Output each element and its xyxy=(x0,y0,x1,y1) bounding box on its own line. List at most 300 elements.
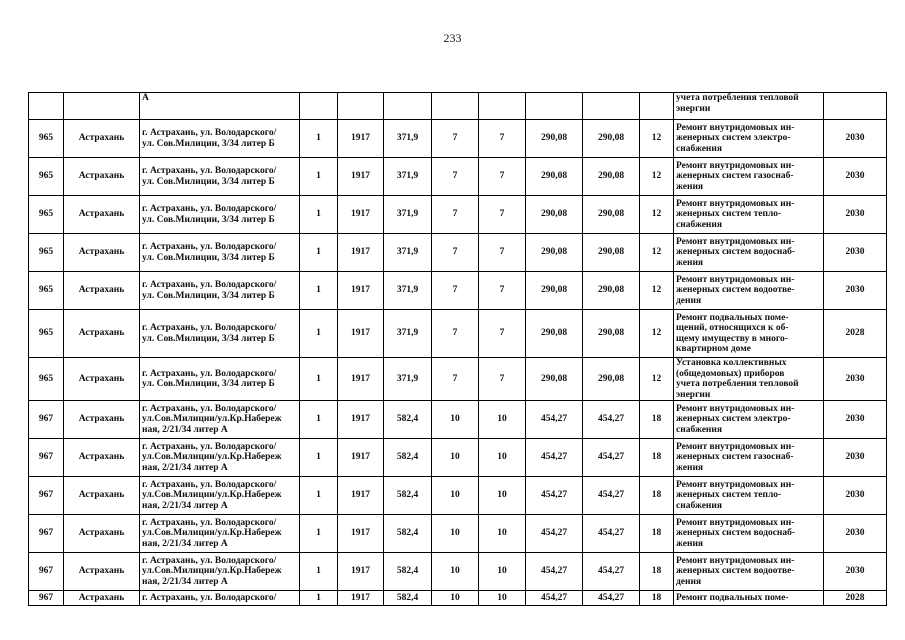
value-cell-b xyxy=(479,272,526,310)
work-type-cell xyxy=(674,310,824,358)
value-cell-c xyxy=(526,93,583,120)
work-type-cell xyxy=(674,515,824,553)
value-cell-b-text: 7 xyxy=(499,285,505,296)
value-cell-e xyxy=(640,120,674,158)
value-cell-c xyxy=(526,234,583,272)
work-type-cell-text: Ремонт внутридомовых ин- женерных систем водоснаб- жения xyxy=(676,236,796,268)
value-cell-e xyxy=(640,439,674,477)
value-cell-c xyxy=(526,272,583,310)
value-cell-d xyxy=(583,310,640,358)
year-built-cell-text: 1917 xyxy=(351,414,370,425)
work-type-cell xyxy=(674,439,824,477)
work-type-cell-text: Установка коллективных (общедомовых) приборов учета потребления тепловой энергии xyxy=(676,358,799,400)
planned-year-cell-text: 2030 xyxy=(845,414,865,425)
value-cell-c-text: 290,08 xyxy=(540,373,568,384)
value-cell-b-text: 7 xyxy=(499,373,505,384)
work-type-cell xyxy=(674,234,824,272)
year-built-cell xyxy=(338,158,384,196)
value-cell-b-text: 10 xyxy=(497,592,507,603)
area-cell-text: 371,9 xyxy=(396,209,419,220)
city-cell xyxy=(64,272,140,310)
value-cell-a-text: 7 xyxy=(452,328,458,339)
value-cell-b xyxy=(479,515,526,553)
count-cell xyxy=(300,234,338,272)
value-cell-b-text: 10 xyxy=(497,566,507,577)
value-cell-d-text: 290,08 xyxy=(597,247,625,258)
city-cell-text: Астрахань xyxy=(78,592,125,603)
value-cell-a-text: 7 xyxy=(452,209,458,220)
area-cell-text: 582,4 xyxy=(396,414,419,425)
count-cell xyxy=(300,196,338,234)
planned-year-cell-text: 2030 xyxy=(845,490,865,501)
value-cell-d xyxy=(583,439,640,477)
value-cell-e xyxy=(640,158,674,196)
row-number-cell xyxy=(29,93,64,120)
value-cell-a-text: 10 xyxy=(450,592,460,603)
year-built-cell-text: 1917 xyxy=(351,490,370,501)
table-row xyxy=(29,93,887,120)
row-number-cell xyxy=(29,591,64,606)
value-cell-d-text: 290,08 xyxy=(597,328,625,339)
city-cell-text: Астрахань xyxy=(78,373,125,384)
value-cell-d-text: 454,27 xyxy=(597,414,625,425)
value-cell-e xyxy=(640,477,674,515)
city-cell-text: Астрахань xyxy=(78,285,125,296)
value-cell-b xyxy=(479,439,526,477)
count-cell xyxy=(300,591,338,606)
address-cell-text: г. Астрахань, ул. Володарского/ ул. Сов.Милиции, 3/34 литер Б xyxy=(142,128,277,149)
year-built-cell xyxy=(338,93,384,120)
row-number-cell xyxy=(29,477,64,515)
count-cell-text: 1 xyxy=(316,414,321,425)
planned-year-cell xyxy=(824,553,887,591)
work-type-cell xyxy=(674,158,824,196)
value-cell-d-text: 290,08 xyxy=(597,373,625,384)
value-cell-e xyxy=(640,272,674,310)
area-cell-text: 371,9 xyxy=(396,285,419,296)
planned-year-cell xyxy=(824,515,887,553)
row-number-cell-text: 965 xyxy=(38,373,54,384)
work-type-cell xyxy=(674,93,824,120)
value-cell-b xyxy=(479,477,526,515)
count-cell-text: 1 xyxy=(316,452,321,463)
value-cell-e xyxy=(640,515,674,553)
count-cell xyxy=(300,272,338,310)
address-cell-text: г. Астрахань, ул. Володарского/ ул.Сов.Милиции/ул.Кр.Набереж ная, 2/21/34 литер А xyxy=(142,403,282,435)
area-cell xyxy=(384,196,432,234)
value-cell-b-text: 7 xyxy=(499,209,505,220)
value-cell-d-text: 454,27 xyxy=(597,452,625,463)
city-cell xyxy=(64,158,140,196)
year-built-cell-text: 1917 xyxy=(351,566,370,577)
planned-year-cell xyxy=(824,93,887,120)
table-row xyxy=(29,272,887,310)
value-cell-d-text: 454,27 xyxy=(597,566,625,577)
row-number-cell-text: 965 xyxy=(38,133,54,144)
value-cell-a xyxy=(432,120,479,158)
area-cell xyxy=(384,93,432,120)
address-cell xyxy=(140,477,300,515)
value-cell-d xyxy=(583,272,640,310)
area-cell xyxy=(384,272,432,310)
address-cell-text: г. Астрахань, ул. Володарского/ ул.Сов.Милиции/ул.Кр.Набереж ная, 2/21/34 литер А xyxy=(142,479,282,511)
repair-schedule-table xyxy=(28,92,887,606)
value-cell-e xyxy=(640,310,674,358)
value-cell-c xyxy=(526,401,583,439)
value-cell-c-text: 290,08 xyxy=(540,247,568,258)
row-number-cell-text: 965 xyxy=(38,328,54,339)
count-cell xyxy=(300,439,338,477)
city-cell xyxy=(64,358,140,401)
area-cell-text: 371,9 xyxy=(396,373,419,384)
work-type-cell-text: Ремонт внутридомовых ин- женерных систем газоснаб- жения xyxy=(676,441,795,473)
row-number-cell xyxy=(29,515,64,553)
city-cell-text: Астрахань xyxy=(78,171,125,182)
work-type-cell-text: Ремонт внутридомовых ин- женерных систем тепло- снабжения xyxy=(676,479,795,511)
address-cell xyxy=(140,591,300,606)
count-cell-text: 1 xyxy=(316,373,321,384)
value-cell-a xyxy=(432,553,479,591)
address-cell xyxy=(140,158,300,196)
planned-year-cell-text: 2030 xyxy=(845,373,865,384)
table-row xyxy=(29,515,887,553)
work-type-cell xyxy=(674,272,824,310)
value-cell-d xyxy=(583,591,640,606)
planned-year-cell xyxy=(824,234,887,272)
count-cell xyxy=(300,358,338,401)
table-row xyxy=(29,120,887,158)
address-cell-text: г. Астрахань, ул. Володарского/ xyxy=(142,592,277,603)
row-number-cell-text: 967 xyxy=(38,414,54,425)
city-cell xyxy=(64,515,140,553)
planned-year-cell xyxy=(824,591,887,606)
area-cell-text: 582,4 xyxy=(396,528,419,539)
address-cell xyxy=(140,553,300,591)
value-cell-b-text: 7 xyxy=(499,171,505,182)
value-cell-a xyxy=(432,93,479,120)
value-cell-c-text: 454,27 xyxy=(540,592,568,603)
planned-year-cell xyxy=(824,120,887,158)
year-built-cell xyxy=(338,196,384,234)
value-cell-d-text: 290,08 xyxy=(597,209,625,220)
year-built-cell-text: 1917 xyxy=(351,328,370,339)
planned-year-cell-text: 2030 xyxy=(845,566,865,577)
planned-year-cell xyxy=(824,358,887,401)
work-type-cell-text: Ремонт внутридомовых ин- женерных систем водоотве- дения xyxy=(676,274,795,306)
city-cell xyxy=(64,310,140,358)
city-cell-text: Астрахань xyxy=(78,452,125,463)
year-built-cell-text: 1917 xyxy=(351,528,370,539)
year-built-cell xyxy=(338,234,384,272)
count-cell xyxy=(300,477,338,515)
value-cell-e-text: 18 xyxy=(651,528,662,539)
city-cell xyxy=(64,553,140,591)
value-cell-d-text: 454,27 xyxy=(597,490,625,501)
row-number-cell-text: 965 xyxy=(38,209,54,220)
area-cell-text: 582,4 xyxy=(396,490,419,501)
value-cell-a xyxy=(432,591,479,606)
value-cell-b xyxy=(479,120,526,158)
value-cell-b xyxy=(479,93,526,120)
planned-year-cell-text: 2028 xyxy=(845,328,865,339)
value-cell-a-text: 10 xyxy=(450,490,460,501)
value-cell-c xyxy=(526,120,583,158)
work-type-cell xyxy=(674,120,824,158)
value-cell-c xyxy=(526,358,583,401)
value-cell-a xyxy=(432,310,479,358)
address-cell-text: г. Астрахань, ул. Володарского/ ул. Сов.Милиции, 3/34 литер Б xyxy=(142,280,277,301)
value-cell-b-text: 10 xyxy=(497,452,507,463)
value-cell-e-text: 12 xyxy=(651,133,662,144)
year-built-cell-text: 1917 xyxy=(351,285,370,296)
address-cell-text: г. Астрахань, ул. Володарского/ ул. Сов.Милиции, 3/34 литер Б xyxy=(142,166,277,187)
value-cell-a xyxy=(432,234,479,272)
value-cell-c-text: 290,08 xyxy=(540,133,568,144)
value-cell-d-text: 290,08 xyxy=(597,285,625,296)
row-number-cell-text: 967 xyxy=(38,452,54,463)
value-cell-e xyxy=(640,358,674,401)
count-cell-text: 1 xyxy=(316,528,321,539)
planned-year-cell xyxy=(824,310,887,358)
table-row xyxy=(29,591,887,606)
value-cell-e xyxy=(640,591,674,606)
year-built-cell-text: 1917 xyxy=(351,373,370,384)
count-cell-text: 1 xyxy=(316,490,321,501)
value-cell-d xyxy=(583,477,640,515)
count-cell-text: 1 xyxy=(316,285,321,296)
planned-year-cell-text: 2030 xyxy=(845,247,865,258)
area-cell-text: 582,4 xyxy=(396,452,419,463)
value-cell-e-text: 12 xyxy=(651,328,662,339)
value-cell-e xyxy=(640,93,674,120)
area-cell xyxy=(384,439,432,477)
value-cell-a-text: 7 xyxy=(452,171,458,182)
count-cell xyxy=(300,158,338,196)
value-cell-c-text: 454,27 xyxy=(540,490,568,501)
value-cell-a xyxy=(432,477,479,515)
year-built-cell xyxy=(338,272,384,310)
table-row xyxy=(29,553,887,591)
address-cell-text: г. Астрахань, ул. Володарского/ ул. Сов.Милиции, 3/34 литер Б xyxy=(142,242,277,263)
value-cell-c xyxy=(526,553,583,591)
year-built-cell xyxy=(338,358,384,401)
work-type-cell xyxy=(674,591,824,606)
work-type-cell xyxy=(674,358,824,401)
value-cell-b xyxy=(479,196,526,234)
address-cell xyxy=(140,196,300,234)
row-number-cell xyxy=(29,439,64,477)
work-type-cell-text: Ремонт внутридомовых ин- женерных систем водоснаб- жения xyxy=(676,517,796,549)
count-cell-text: 1 xyxy=(316,328,321,339)
area-cell xyxy=(384,120,432,158)
value-cell-e-text: 18 xyxy=(651,414,662,425)
value-cell-e-text: 12 xyxy=(651,171,662,182)
value-cell-c-text: 290,08 xyxy=(540,328,568,339)
city-cell xyxy=(64,439,140,477)
value-cell-e-text: 12 xyxy=(651,247,662,258)
work-type-cell xyxy=(674,401,824,439)
address-cell xyxy=(140,272,300,310)
value-cell-d xyxy=(583,515,640,553)
work-type-cell-text: Ремонт подвальных поме- xyxy=(676,592,789,603)
value-cell-d xyxy=(583,196,640,234)
value-cell-a xyxy=(432,401,479,439)
value-cell-c xyxy=(526,591,583,606)
area-cell xyxy=(384,401,432,439)
address-cell-text: г. Астрахань, ул. Володарского/ ул. Сов.Милиции, 3/34 литер Б xyxy=(142,368,277,389)
row-number-cell-text: 965 xyxy=(38,247,54,258)
value-cell-e-text: 18 xyxy=(651,566,662,577)
value-cell-a-text: 7 xyxy=(452,373,458,384)
table-row xyxy=(29,196,887,234)
planned-year-cell-text: 2028 xyxy=(845,592,865,603)
value-cell-a xyxy=(432,358,479,401)
area-cell xyxy=(384,553,432,591)
value-cell-b-text: 10 xyxy=(497,414,507,425)
table-row xyxy=(29,477,887,515)
city-cell xyxy=(64,477,140,515)
value-cell-c-text: 290,08 xyxy=(540,285,568,296)
year-built-cell xyxy=(338,553,384,591)
row-number-cell-text: 967 xyxy=(38,566,54,577)
city-cell-text: Астрахань xyxy=(78,328,125,339)
address-cell-text: А xyxy=(142,93,149,103)
value-cell-c xyxy=(526,477,583,515)
row-number-cell xyxy=(29,358,64,401)
planned-year-cell xyxy=(824,477,887,515)
value-cell-d xyxy=(583,120,640,158)
address-cell xyxy=(140,401,300,439)
area-cell xyxy=(384,158,432,196)
value-cell-c-text: 454,27 xyxy=(540,452,568,463)
value-cell-e xyxy=(640,553,674,591)
city-cell-text: Астрахань xyxy=(78,528,125,539)
address-cell xyxy=(140,93,300,120)
count-cell-text: 1 xyxy=(316,171,321,182)
year-built-cell xyxy=(338,439,384,477)
city-cell xyxy=(64,591,140,606)
row-number-cell-text: 967 xyxy=(38,592,54,603)
planned-year-cell xyxy=(824,158,887,196)
count-cell-text: 1 xyxy=(316,566,321,577)
area-cell-text: 371,9 xyxy=(396,247,419,258)
area-cell-text: 371,9 xyxy=(396,171,419,182)
value-cell-d xyxy=(583,553,640,591)
value-cell-a xyxy=(432,196,479,234)
year-built-cell xyxy=(338,120,384,158)
work-type-cell xyxy=(674,553,824,591)
row-number-cell xyxy=(29,401,64,439)
value-cell-d-text: 290,08 xyxy=(597,171,625,182)
address-cell xyxy=(140,515,300,553)
value-cell-e-text: 18 xyxy=(651,452,662,463)
area-cell-text: 371,9 xyxy=(396,328,419,339)
work-type-cell xyxy=(674,196,824,234)
table-row xyxy=(29,234,887,272)
value-cell-a-text: 10 xyxy=(450,566,460,577)
value-cell-a-text: 7 xyxy=(452,285,458,296)
value-cell-c-text: 454,27 xyxy=(540,414,568,425)
year-built-cell xyxy=(338,515,384,553)
value-cell-a xyxy=(432,272,479,310)
year-built-cell-text: 1917 xyxy=(351,592,370,603)
year-built-cell-text: 1917 xyxy=(351,452,370,463)
city-cell-text: Астрахань xyxy=(78,133,125,144)
table-row xyxy=(29,401,887,439)
value-cell-c-text: 454,27 xyxy=(540,566,568,577)
area-cell xyxy=(384,310,432,358)
row-number-cell-text: 967 xyxy=(38,490,54,501)
value-cell-b-text: 7 xyxy=(499,247,505,258)
work-type-cell-text: Ремонт внутридомовых ин- женерных систем электро- снабжения xyxy=(676,122,795,154)
city-cell xyxy=(64,120,140,158)
value-cell-b-text: 10 xyxy=(497,490,507,501)
value-cell-a-text: 7 xyxy=(452,247,458,258)
value-cell-c xyxy=(526,439,583,477)
area-cell-text: 371,9 xyxy=(396,133,419,144)
row-number-cell xyxy=(29,553,64,591)
value-cell-c-text: 454,27 xyxy=(540,528,568,539)
planned-year-cell-text: 2030 xyxy=(845,171,865,182)
table-row xyxy=(29,439,887,477)
work-type-cell xyxy=(674,477,824,515)
count-cell-text: 1 xyxy=(316,209,321,220)
value-cell-b xyxy=(479,310,526,358)
area-cell-text: 582,4 xyxy=(396,566,419,577)
city-cell-text: Астрахань xyxy=(78,247,125,258)
value-cell-b xyxy=(479,401,526,439)
value-cell-d xyxy=(583,401,640,439)
address-cell-text: г. Астрахань, ул. Володарского/ ул.Сов.Милиции/ул.Кр.Набереж ная, 2/21/34 литер А xyxy=(142,441,282,473)
city-cell xyxy=(64,401,140,439)
work-type-cell-text: Ремонт внутридомовых ин- женерных систем водоотве- дения xyxy=(676,555,795,587)
area-cell xyxy=(384,358,432,401)
year-built-cell xyxy=(338,477,384,515)
work-type-cell-text: учета потребления тепловой энергии xyxy=(676,93,799,114)
year-built-cell xyxy=(338,591,384,606)
count-cell xyxy=(300,120,338,158)
value-cell-d xyxy=(583,93,640,120)
area-cell xyxy=(384,515,432,553)
row-number-cell xyxy=(29,196,64,234)
value-cell-b-text: 7 xyxy=(499,133,505,144)
value-cell-a xyxy=(432,158,479,196)
row-number-cell xyxy=(29,234,64,272)
city-cell xyxy=(64,93,140,120)
value-cell-b-text: 7 xyxy=(499,328,505,339)
count-cell xyxy=(300,401,338,439)
value-cell-b xyxy=(479,358,526,401)
row-number-cell-text: 965 xyxy=(38,171,54,182)
value-cell-c xyxy=(526,158,583,196)
address-cell-text: г. Астрахань, ул. Володарского/ ул.Сов.Милиции/ул.Кр.Набереж ная, 2/21/34 литер А xyxy=(142,555,282,587)
area-cell xyxy=(384,591,432,606)
planned-year-cell xyxy=(824,401,887,439)
value-cell-d xyxy=(583,158,640,196)
row-number-cell xyxy=(29,310,64,358)
address-cell-text: г. Астрахань, ул. Володарского/ ул. Сов.Милиции, 3/34 литер Б xyxy=(142,204,277,225)
value-cell-d-text: 454,27 xyxy=(597,528,625,539)
row-number-cell xyxy=(29,158,64,196)
city-cell-text: Астрахань xyxy=(78,414,125,425)
value-cell-c xyxy=(526,196,583,234)
value-cell-e-text: 18 xyxy=(651,592,662,603)
planned-year-cell-text: 2030 xyxy=(845,209,865,220)
area-cell xyxy=(384,234,432,272)
table-row xyxy=(29,310,887,358)
value-cell-a xyxy=(432,439,479,477)
address-cell xyxy=(140,234,300,272)
